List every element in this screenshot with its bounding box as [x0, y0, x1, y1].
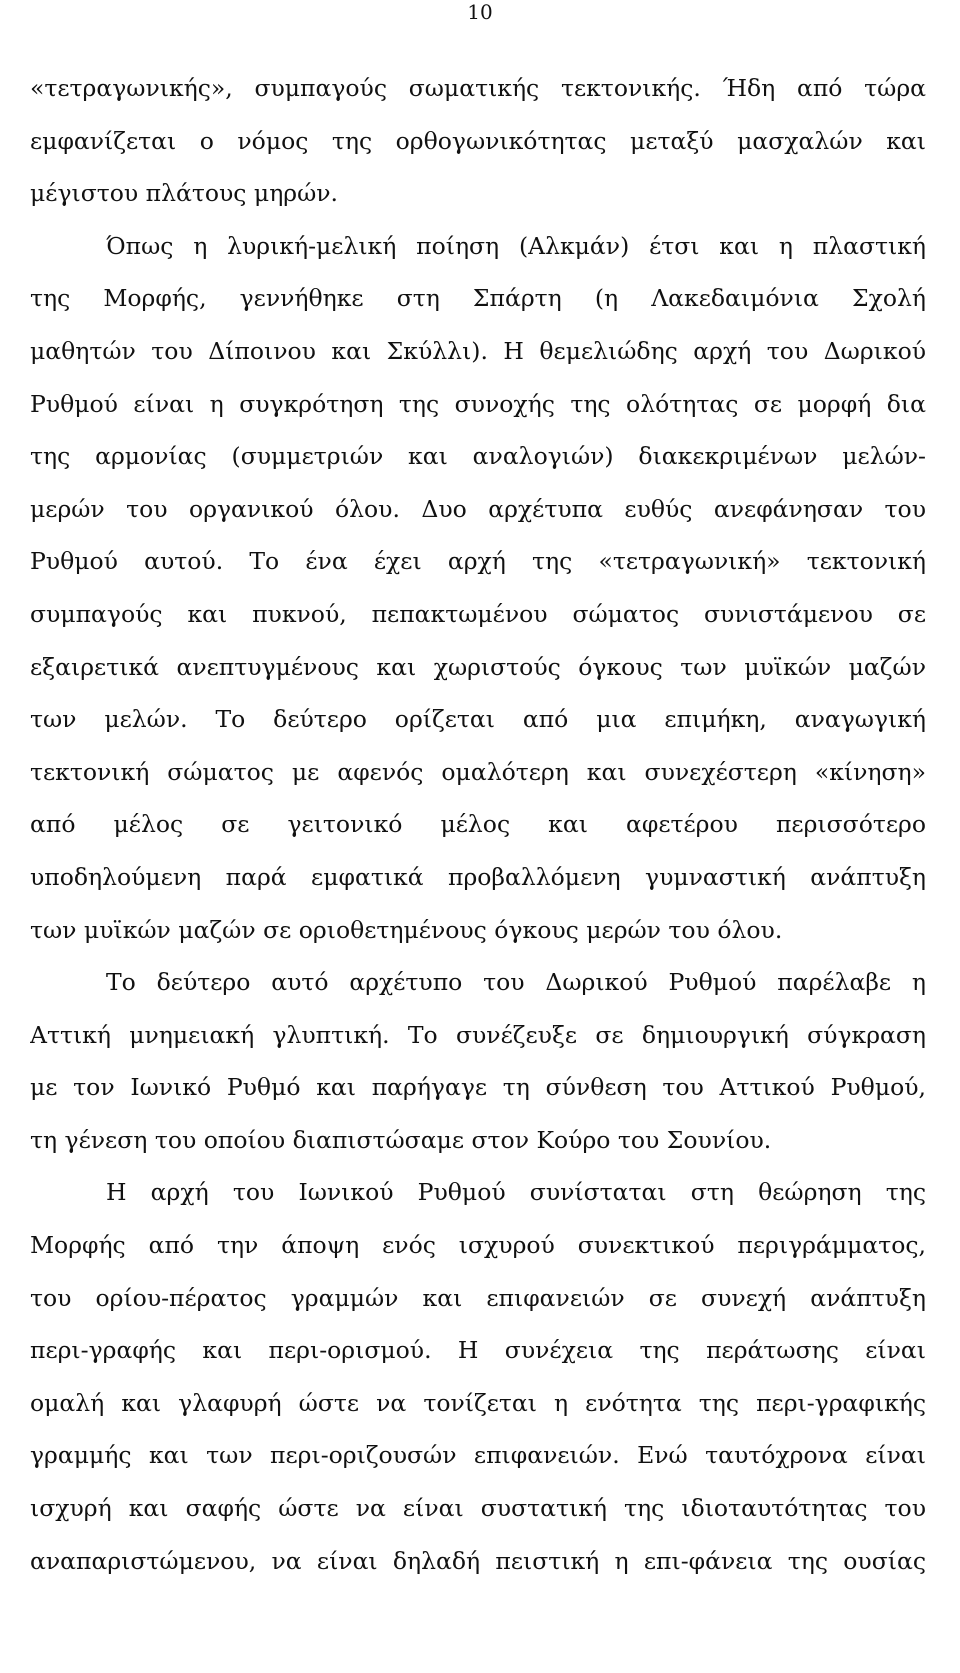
text-line: της αρμονίας (συμμετριών και αναλογιών) διακεκριμένων μελών-	[30, 442, 926, 471]
text-line: μέγιστου πλάτους μηρών.	[30, 179, 339, 208]
text-line: της Μορφής, γεννήθηκε στη Σπάρτη (η Λακεδαιμόνια Σχολή	[30, 284, 926, 313]
text-line: τη γένεση του οποίου διαπιστώσαμε στον Κούρο του Σουνίου.	[30, 1125, 772, 1154]
text-line: μερών του οργανικού όλου. Δυο αρχέτυπα ευθύς ανεφάνησαν του	[30, 494, 926, 523]
text-line: Όπως η λυρική-μελική ποίηση (Αλκμάν) έτσι και η πλαστική	[106, 231, 926, 260]
text-line: μαθητών του Δίποινου και Σκύλλι). Η θεμελιώδης αρχή του Δωρικού	[30, 336, 926, 365]
text-line: Η αρχή του Ιωνικού Ρυθμού συνίσταται στη θεώρηση της	[106, 1178, 926, 1207]
text-line: συμπαγούς και πυκνού, πεπακτωμένου σώματος συνιστάμενου σε	[30, 599, 926, 628]
paragraph	[30, 220, 926, 956]
text-line: εμφανίζεται ο νόμος της ορθογωνικότητας μεταξύ μασχαλών και	[30, 126, 926, 155]
paragraph	[30, 62, 926, 220]
text-line: γραμμής και των περι-οριζουσών επιφανειών. Ενώ ταυτόχρονα είναι	[30, 1441, 926, 1470]
text-line: τεκτονική σώματος με αφενός ομαλότερη και συνεχέστερη «κίνηση»	[30, 757, 926, 786]
text-line: των μυϊκών μαζών σε οριοθετημένους όγκους μερών του όλου.	[30, 915, 783, 944]
text-line: περι-γραφής και περι-ορισμού. Η συνέχεια της περάτωσης είναι	[30, 1336, 926, 1365]
paragraph	[30, 956, 926, 1166]
page-number: 10	[467, 0, 493, 24]
text-line: αναπαριστώμενου, να είναι δηλαδή πειστική η επι-φάνεια της ουσίας	[30, 1546, 926, 1575]
text-line: με τον Ιωνικό Ρυθμό και παρήγαγε τη σύνθεση του Αττικού Ρυθμού,	[30, 1073, 926, 1102]
text-line: Ρυθμού αυτού. Το ένα έχει αρχή της «τετραγωνική» τεκτονική	[30, 547, 926, 576]
text-line: Μορφής από την άποψη ενός ισχυρού συνεκτικού περιγράμματος,	[30, 1231, 926, 1260]
text-line: εξαιρετικά ανεπτυγμένους και χωριστούς όγκους των μυϊκών μαζών	[30, 652, 926, 681]
text-line: Αττική μνημειακή γλυπτική. Το συνέζευξε σε δημιουργική σύγκραση	[30, 1020, 926, 1049]
text-line: «τετραγωνικής», συμπαγούς σωματικής τεκτονικής. Ήδη από τώρα	[30, 74, 926, 102]
paragraph	[30, 1166, 926, 1587]
text-line: υποδηλούμενη παρά εμφατικά προβαλλόμενη γυμναστική ανάπτυξη	[30, 862, 926, 891]
text-line: Το δεύτερο αυτό αρχέτυπο του Δωρικού Ρυθμού παρέλαβε η	[106, 968, 926, 997]
document-body	[30, 62, 926, 1587]
text-line: ομαλή και γλαφυρή ώστε να τονίζεται η ενότητα της περι-γραφικής	[30, 1388, 926, 1417]
text-line: του ορίου-πέρατος γραμμών και επιφανειών σε συνεχή ανάπτυξη	[30, 1283, 926, 1312]
text-line: Ρυθμού είναι η συγκρότηση της συνοχής της ολότητας σε μορφή δια	[30, 389, 926, 418]
text-line: από μέλος σε γειτονικό μέλος και αφετέρου περισσότερο	[30, 810, 926, 839]
text-line: των μελών. Το δεύτερο ορίζεται από μια επιμήκη, αναγωγική	[30, 705, 926, 734]
text-line: ισχυρή και σαφής ώστε να είναι συστατική της ιδιοταυτότητας του	[30, 1494, 926, 1523]
